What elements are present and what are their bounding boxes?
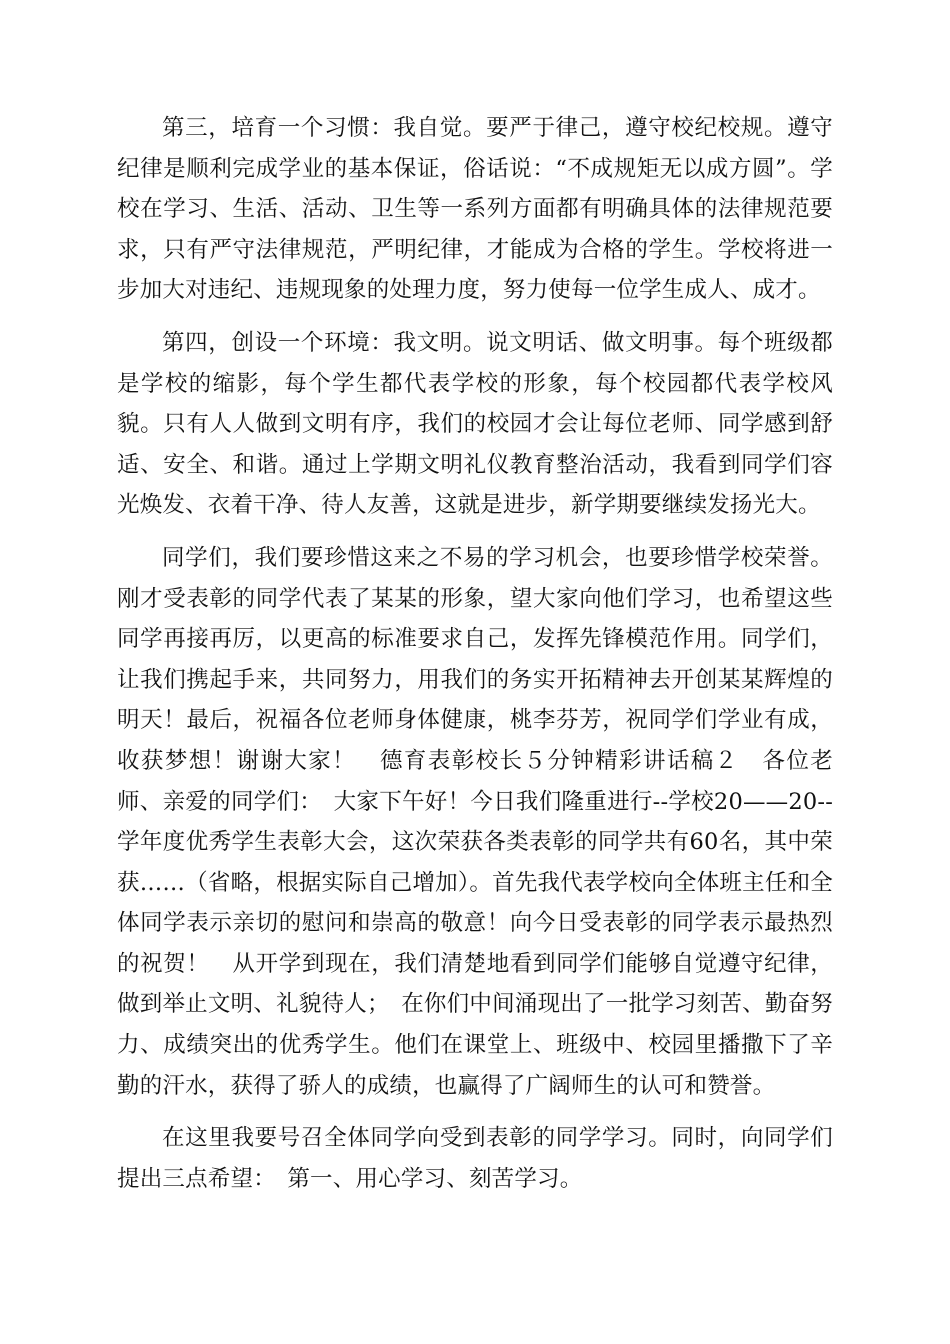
document-page [117, 108, 833, 1199]
paragraph-environment: 第四，创设一个环境：我文明。说文明话、做文明事。每个班级都是学校的缩影，每个学生都代表学校的形象，每个校园都代表学校风貌。只有人人做到文明有序，我们的校园才会让每位老师、同学感到舒适、安全、和谐。通过上学期文明礼仪教育整治活动，我看到同学们容光焕发、衣着干净、待人友善，这就是进步，新学期要继续发扬光大。 [117, 329, 833, 519]
paragraph-hopes: 在这里我要号召全体同学向受到表彰的同学学习。同时，向同学们提出三点希望： 第一、用心学习、刻苦学习。 [117, 1125, 833, 1192]
paragraph-habit: 第三，培育一个习惯：我自觉。要严于律己，遵守校纪校规。遵守纪律是顺利完成学业的基本保证，俗话说：“不成规矩无以成方圆”。学校在学习、生活、活动、卫生等一系列方面都有明确具体的法律规范要求，只有严守法律规范，严明纪律，才能成为合格的学生。学校将进一步加大对违纪、违规现象的处理力度，努力使每一位学生成人、成才。 [117, 115, 833, 304]
paragraph-speech: 同学们，我们要珍惜这来之不易的学习机会，也要珍惜学校荣誉。刚才受表彰的同学代表了某某的形象，望大家向他们学习，也希望这些同学再接再厉，以更高的标准要求自己，发挥先锋模范作用。同学们，让我们携起手来，共同努力，用我们的务实开拓精神去开创某某辉煌的明天！最后，祝福各位老师身体健康，桃李芬芳，祝同学们学业有成，收获梦想！谢谢大家！ 德育表彰校长５分钟精彩讲话稿２ 各位老师、亲爱的同学们： 大家下午好！今日我们隆重进行--学校20——20--学年度优秀学生表彰大会，这次荣获各类表彰的同学共有60名，其中荣获……（省略，根据实际自己增加）。首先我代表学校向全体班主任和全体同学表示亲切的慰问和崇高的敬意！向今日受表彰的同学表示最热烈的祝贺！ 从开学到现在，我们清楚地看到同学们能够自觉遵守纪律，做到举止文明、礼貌待人； 在你们中间涌现出了一批学习刻苦、勤奋努力、成绩突出的优秀学生。他们在课堂上、班级中、校园里播撒下了辛勤的汗水，获得了骄人的成绩，也赢得了广阔师生的认可和赞誉。 [117, 544, 833, 1099]
